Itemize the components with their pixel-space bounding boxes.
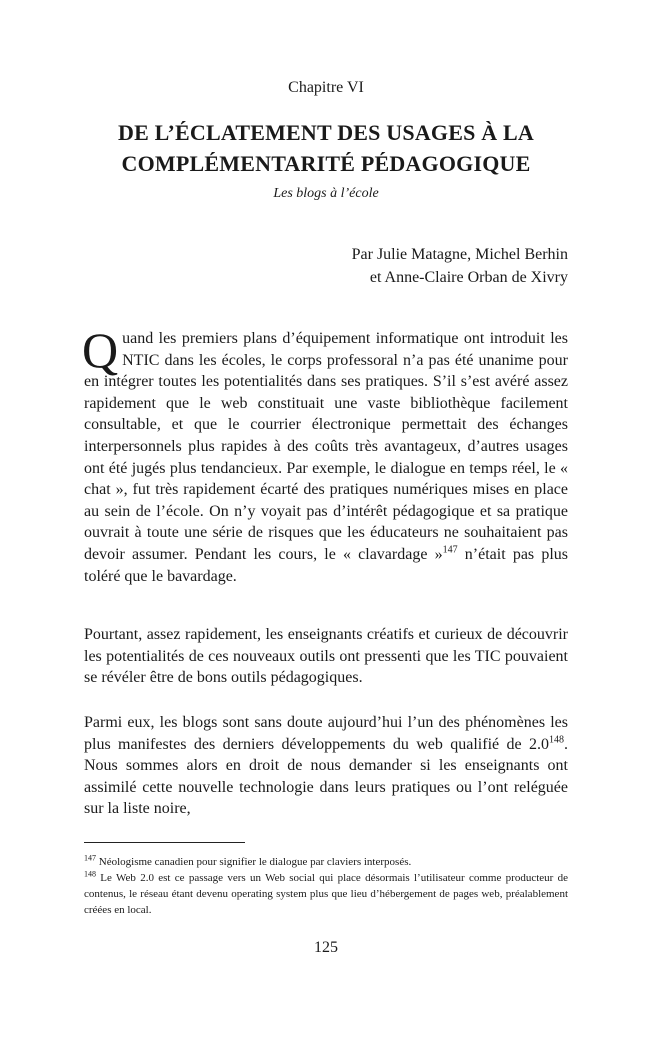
paragraph-3 [84,712,568,820]
footnote-ref-147[interactable]: 147 [442,544,458,556]
footnote-number: 147 [84,853,96,863]
paragraph-1-text-b: n’était pas plus toléré que le bavardage. [84,545,568,585]
paragraph-3-text-b: . Nous sommes alors en droit de nous demander si les enseignants ont assimilé cette nouvelle technologie dans leurs pratiques ou l’ont reléguée sur la liste noire, [84,735,568,818]
footnote-148 [84,870,568,918]
paragraph-2: Pourtant, assez rapidement, les enseignants créatifs et curieux de découvrir les potentialités de ces nouveaux outils ont pressenti que les TIC pouvaient se révéler être de bons outils pédagogiques. [84,626,568,687]
chapter-title-line-1: DE L’ÉCLATEMENT DES USAGES À LA [118,120,534,145]
authors-line-2: et Anne-Claire Orban de Xivry [369,269,568,286]
footnote-text: Le Web 2.0 est ce passage vers un Web social qui place désormais l’utilisateur comme producteur de contenus, le réseau étant devenu operating system plus que lieu d’hébergement de pages web, préalablement créées en local. [84,872,568,916]
paragraph-3-text-a: Parmi eux, les blogs sont sans doute aujourd’hui l’un des phénomènes les plus manifestes des derniers développements du web qualifié de 2.0 [84,714,568,753]
authors-line-1: Par Julie Matagne, Michel Berhin [351,246,568,263]
paragraph-1 [82,322,568,587]
footnote-text: Néologisme canadien pour signifier le dialogue par claviers interposés. [96,856,412,868]
footnote-divider [84,842,245,843]
drop-cap: Q [82,322,119,378]
chapter-subtitle: Les blogs à l’école [273,186,379,201]
paragraph-1-text-a: uand les premiers plans d’équipement informatique ont introduit les NTIC dans les écoles, le corps professoral n’a pas été unanime pour en intégrer toutes les potentialités dans ses pratiques. S’il s’est avéré assez rapidement que le web constituait une vaste bibliothèque facilement consultable, et que le courrier électronique permettait des échanges interpersonnels plus rapides à des coûts très avantageux, d’autres usages ont été jugés plus tendancieux. Par exemple, le dialogue en temps réel, le « chat », fut très rapidement écarté des pratiques numériques mises en place au sein de l’école. On n’y voyait pas d’intérêt pédagogique et sa pratique ouvrait à toute une série de risques que les éducateurs ne souhaitaient pas devoir assumer. Pendant les cours, le « clavardage » [84,330,568,563]
chapter-title [84,117,568,179]
chapter-number: Chapitre VI [288,79,364,96]
footnotes [84,854,568,918]
footnote-number: 148 [84,869,96,879]
footnote-147 [84,854,568,870]
footnote-ref-148[interactable]: 148 [549,734,564,746]
chapter-title-line-2: COMPLÉMENTARITÉ PÉDAGOGIQUE [121,151,531,176]
page-number: 125 [314,939,338,956]
authors [352,243,568,289]
